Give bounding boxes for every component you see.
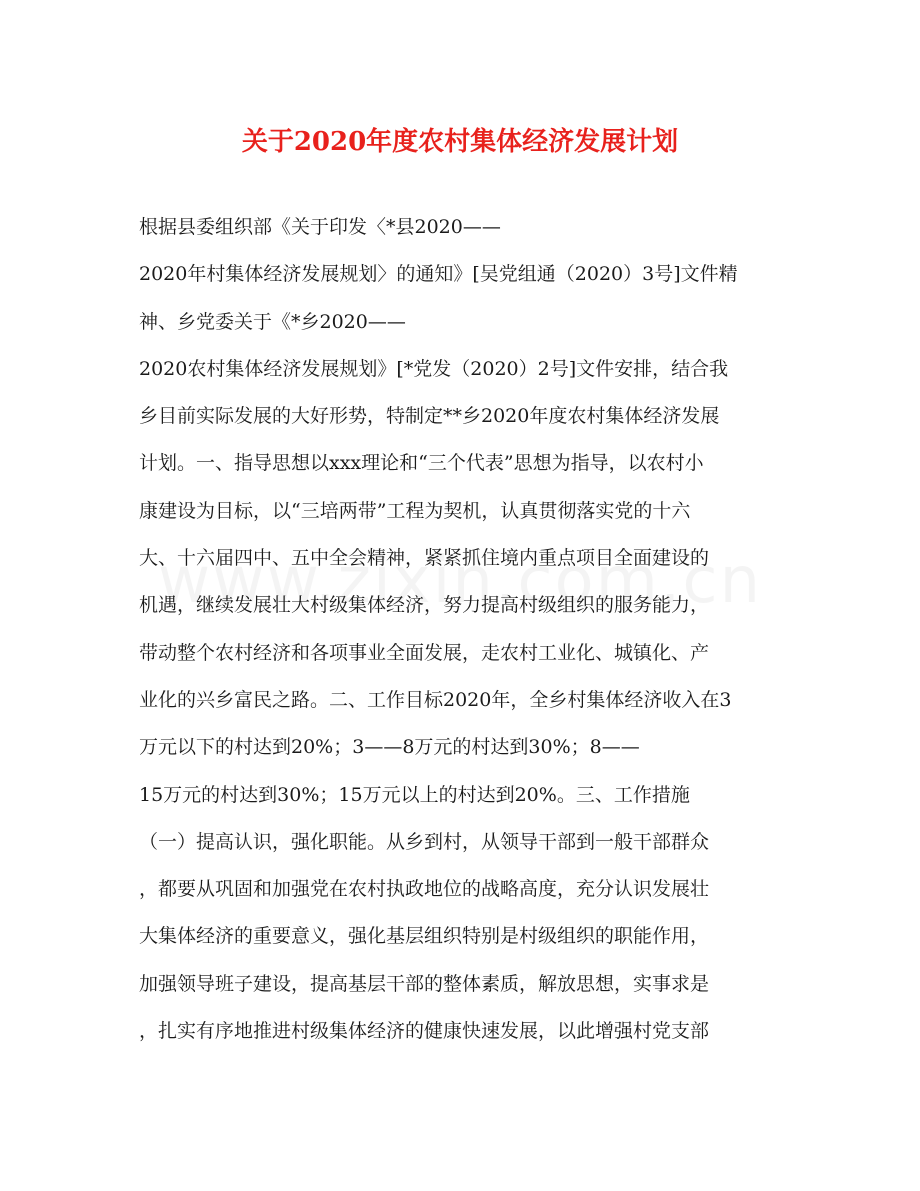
paragraph-line: 机遇，继续发展壮大村级集体经济，努力提高村级组织的服务能力， <box>139 594 710 617</box>
paragraph-line: 神、乡党委关于《*乡2020—— <box>139 310 406 333</box>
paragraph-line: 乡目前实际发展的大好形势，特制定**乡2020年度农村集体经济发展 <box>139 405 720 428</box>
paragraph-line: 大、十六届四中、五中全会精神，紧紧抓住境内重点项目全面建设的 <box>139 547 710 570</box>
paragraph-line: ，扎实有序地推进村级集体经济的健康快速发展，以此增强村党支部 <box>139 1020 710 1043</box>
paragraph-line: 康建设为目标，以“三培两带”工程为契机，认真贯彻落实党的十六 <box>139 499 691 522</box>
paragraph-line: （一）提高认识，强化职能。从乡到村，从领导干部到一般干部群众 <box>139 830 710 853</box>
paragraph-line: 带动整个农村经济和各项事业全面发展，走农村工业化、城镇化、产 <box>139 641 710 664</box>
document-body <box>139 204 799 1055</box>
paragraph-line: 业化的兴乡富民之路。二、工作目标2020年，全乡村集体经济收入在3 <box>139 688 732 711</box>
paragraph-line: ，都要从巩固和加强党在农村执政地位的战略高度，充分认识发展壮 <box>139 878 710 901</box>
paragraph-line: 万元以下的村达到20%；3——8万元的村达到30%；8—— <box>139 736 640 759</box>
paragraph-line: 2020农村集体经济发展规划》[*党发（2020）2号]文件安排，结合我 <box>139 357 729 380</box>
paragraph-line: 加强领导班子建设，提高基层干部的整体素质，解放思想，实事求是 <box>139 972 710 995</box>
paragraph-line: 大集体经济的重要意义，强化基层组织特别是村级组织的职能作用， <box>139 925 710 948</box>
paragraph-line: 计划。一、指导思想以xxx理论和“三个代表”思想为指导，以农村小 <box>139 452 704 475</box>
paragraph-line: 2020年村集体经济发展规划〉的通知》[吴党组通（2020）3号]文件精 <box>139 263 738 286</box>
paragraph-line: 15万元的村达到30%；15万元以上的村达到20%。三、工作措施 <box>139 783 690 806</box>
paragraph-line: 根据县委组织部《关于印发〈*县2020—— <box>139 216 501 238</box>
document-title: 关于2020年度农村集体经济发展计划 <box>241 127 679 157</box>
